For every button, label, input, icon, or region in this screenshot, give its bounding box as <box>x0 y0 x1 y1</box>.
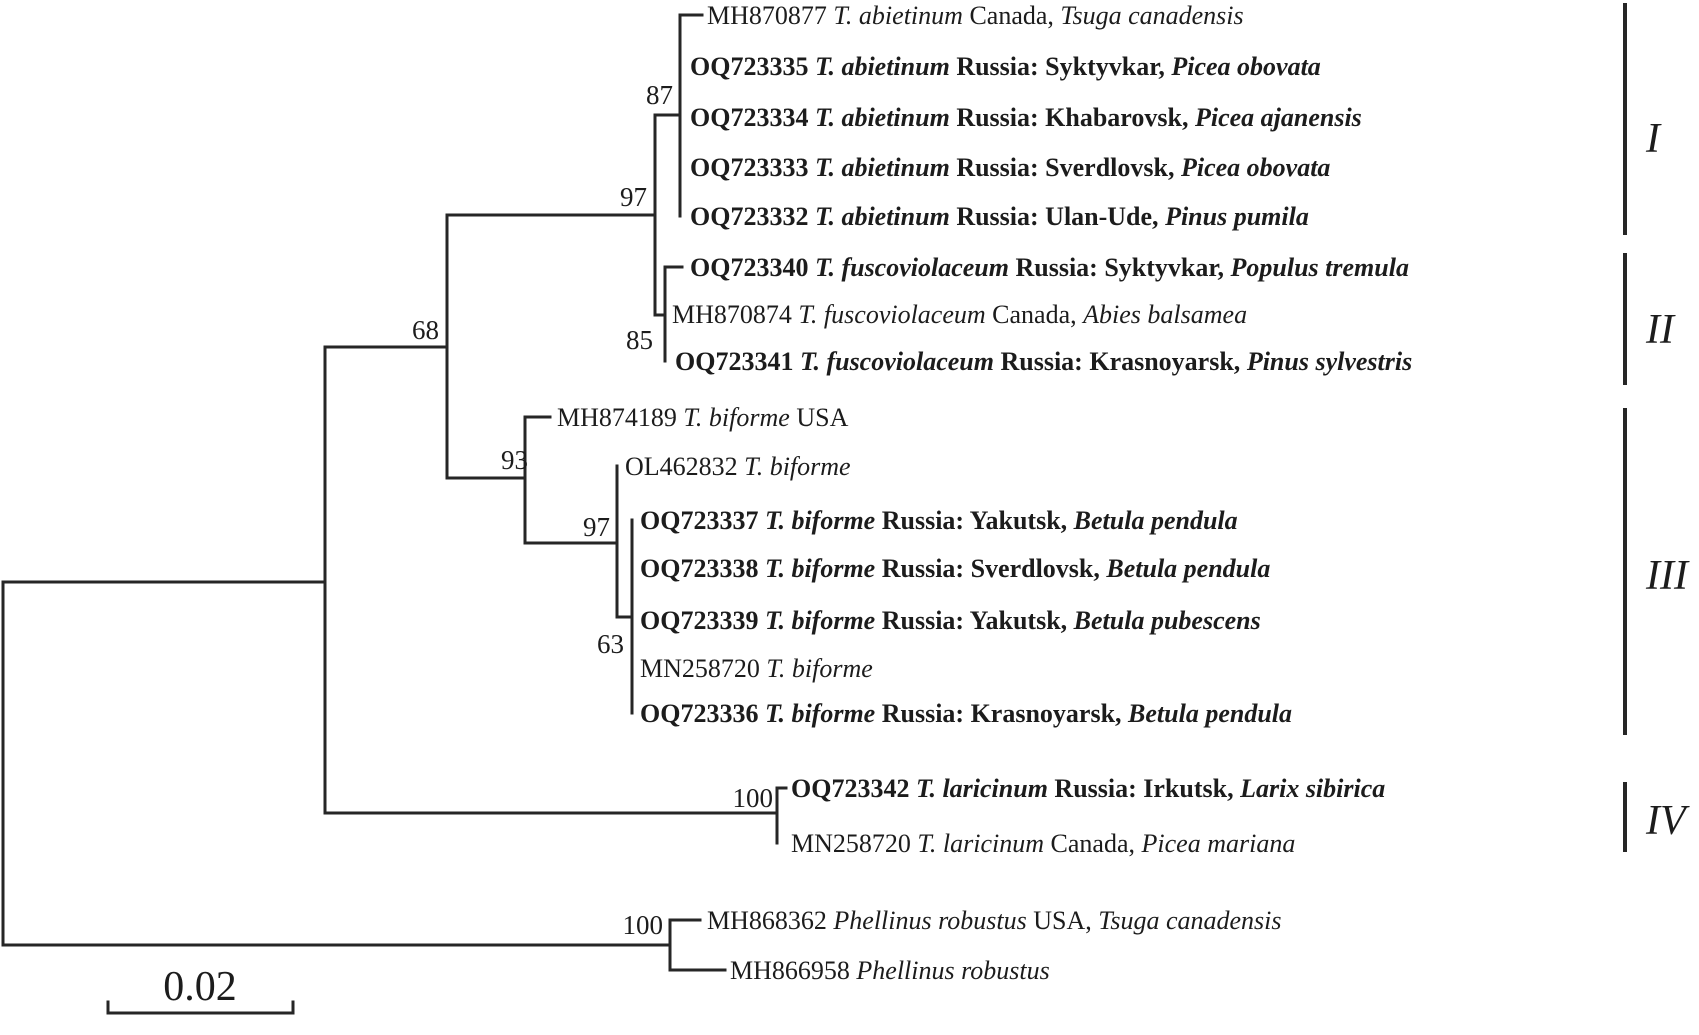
accession-location: MN258720 <box>791 829 918 858</box>
species-name: Betula pendula <box>1128 699 1293 728</box>
accession-location: Russia: Ulan-Ude, <box>949 202 1166 231</box>
taxon-label <box>690 202 1309 231</box>
taxon-label <box>791 774 1385 803</box>
accession-location: OQ723332 <box>690 202 815 231</box>
tree-branches <box>3 15 786 970</box>
species-name: Larix sibirica <box>1240 774 1386 803</box>
accession-location: OQ723342 <box>791 774 916 803</box>
accession-location: USA <box>789 403 849 432</box>
clade-label: IV <box>1646 798 1686 844</box>
species-name: Picea obovata <box>1171 52 1321 81</box>
accession-location: Russia: Syktyvkar, <box>949 52 1172 81</box>
species-name: T. abietinum <box>814 103 950 132</box>
taxon-label <box>675 347 1412 376</box>
taxon-label <box>640 606 1261 635</box>
species-name: T. abietinum <box>814 202 950 231</box>
scale-bar <box>108 964 293 1013</box>
species-name: T. abietinum <box>814 153 950 182</box>
bootstrap-value: 100 <box>622 910 663 940</box>
accession-location: OQ723336 <box>640 699 765 728</box>
accession-location: Russia: Sverdlovsk, <box>949 153 1181 182</box>
species-name: Tsuga canadensis <box>1060 1 1244 30</box>
species-name: Tsuga canadensis <box>1098 906 1282 935</box>
accession-location: Russia: Syktyvkar, <box>1008 253 1231 282</box>
taxon-label <box>640 654 873 683</box>
species-name: T. biforme <box>683 403 790 432</box>
accession-location: Russia: Krasnoyarsk, <box>875 699 1129 728</box>
accession-location: OL462832 <box>625 452 745 481</box>
species-name: T. fuscoviolaceum <box>798 300 986 329</box>
taxon-label <box>791 829 1295 858</box>
species-name: Abies balsamea <box>1083 300 1248 329</box>
accession-location: USA, <box>1026 906 1099 935</box>
bootstrap-value: 100 <box>732 783 773 813</box>
bootstrap-value: 97 <box>583 512 610 542</box>
species-name: T. biforme <box>764 554 876 583</box>
accession-location: OQ723333 <box>690 153 815 182</box>
bootstrap-value: 68 <box>412 315 439 345</box>
species-name: T. abietinum <box>814 52 950 81</box>
species-name: T. fuscoviolaceum <box>799 347 994 376</box>
species-name: Picea obovata <box>1180 153 1331 182</box>
taxon-label <box>640 506 1238 535</box>
bootstrap-value: 97 <box>620 182 647 212</box>
species-name: Pinus pumila <box>1165 202 1309 231</box>
species-name: T. biforme <box>766 654 873 683</box>
species-name: T. biforme <box>744 452 851 481</box>
species-name: Betula pendula <box>1073 506 1238 535</box>
species-name: Picea ajanensis <box>1194 103 1362 132</box>
taxon-label <box>672 300 1247 329</box>
accession-location: Russia: Sverdlovsk, <box>875 554 1107 583</box>
species-name: T. laricinum <box>915 774 1048 803</box>
accession-location: MH870877 <box>707 1 834 30</box>
species-name: T. abietinum <box>833 1 963 30</box>
accession-location: Canada, <box>962 1 1061 30</box>
accession-location: OQ723338 <box>640 554 765 583</box>
species-name: Betula pubescens <box>1073 606 1261 635</box>
species-name: Phellinus robustus <box>856 956 1050 985</box>
accession-location: Russia: Yakutsk, <box>875 506 1074 535</box>
accession-location: Canada, <box>985 300 1084 329</box>
taxon-label <box>640 699 1292 728</box>
clade-brackets <box>1625 3 1690 852</box>
species-name: T. laricinum <box>917 829 1045 858</box>
clade-label: II <box>1646 307 1674 353</box>
taxon-label <box>690 253 1409 282</box>
accession-location: OQ723335 <box>690 52 815 81</box>
species-name: Pinus sylvestris <box>1246 347 1413 376</box>
accession-location: OQ723339 <box>640 606 765 635</box>
taxon-labels <box>557 1 1412 985</box>
clade-label: I <box>1646 116 1660 162</box>
species-name: T. fuscoviolaceum <box>814 253 1009 282</box>
taxon-label <box>690 52 1321 81</box>
bootstrap-value: 63 <box>597 629 624 659</box>
species-name: Phellinus robustus <box>833 906 1027 935</box>
species-name: Picea mariana <box>1141 829 1296 858</box>
accession-location: Canada, <box>1044 829 1142 858</box>
accession-location: OQ723337 <box>640 506 765 535</box>
taxon-label <box>640 554 1270 583</box>
taxon-label <box>625 452 851 481</box>
accession-location: MH874189 <box>557 403 684 432</box>
bootstrap-value: 85 <box>626 325 653 355</box>
accession-location: OQ723341 <box>675 347 800 376</box>
taxon-label <box>730 956 1050 985</box>
taxon-label <box>690 103 1362 132</box>
taxon-label <box>707 1 1244 30</box>
clade-label: III <box>1646 553 1688 599</box>
scale-bar-label: 0.02 <box>163 964 237 1010</box>
species-name: Populus tremula <box>1230 253 1409 282</box>
accession-location: MH866958 <box>730 956 857 985</box>
accession-location: MH870874 <box>672 300 799 329</box>
accession-location: Russia: Irkutsk, <box>1047 774 1241 803</box>
accession-location: Russia: Yakutsk, <box>875 606 1074 635</box>
accession-location: OQ723334 <box>690 103 815 132</box>
taxon-label <box>690 153 1330 182</box>
taxon-label <box>707 906 1281 935</box>
accession-location: MN258720 <box>640 654 767 683</box>
species-name: T. biforme <box>764 699 876 728</box>
bootstrap-value: 93 <box>501 445 528 475</box>
accession-location: OQ723340 <box>690 253 815 282</box>
accession-location: Russia: Krasnoyarsk, <box>993 347 1247 376</box>
bootstrap-value: 87 <box>646 80 673 110</box>
accession-location: Russia: Khabarovsk, <box>949 103 1195 132</box>
accession-location: MH868362 <box>707 906 834 935</box>
taxon-label <box>557 403 849 432</box>
species-name: T. biforme <box>764 506 876 535</box>
species-name: Betula pendula <box>1106 554 1271 583</box>
species-name: T. biforme <box>764 606 876 635</box>
